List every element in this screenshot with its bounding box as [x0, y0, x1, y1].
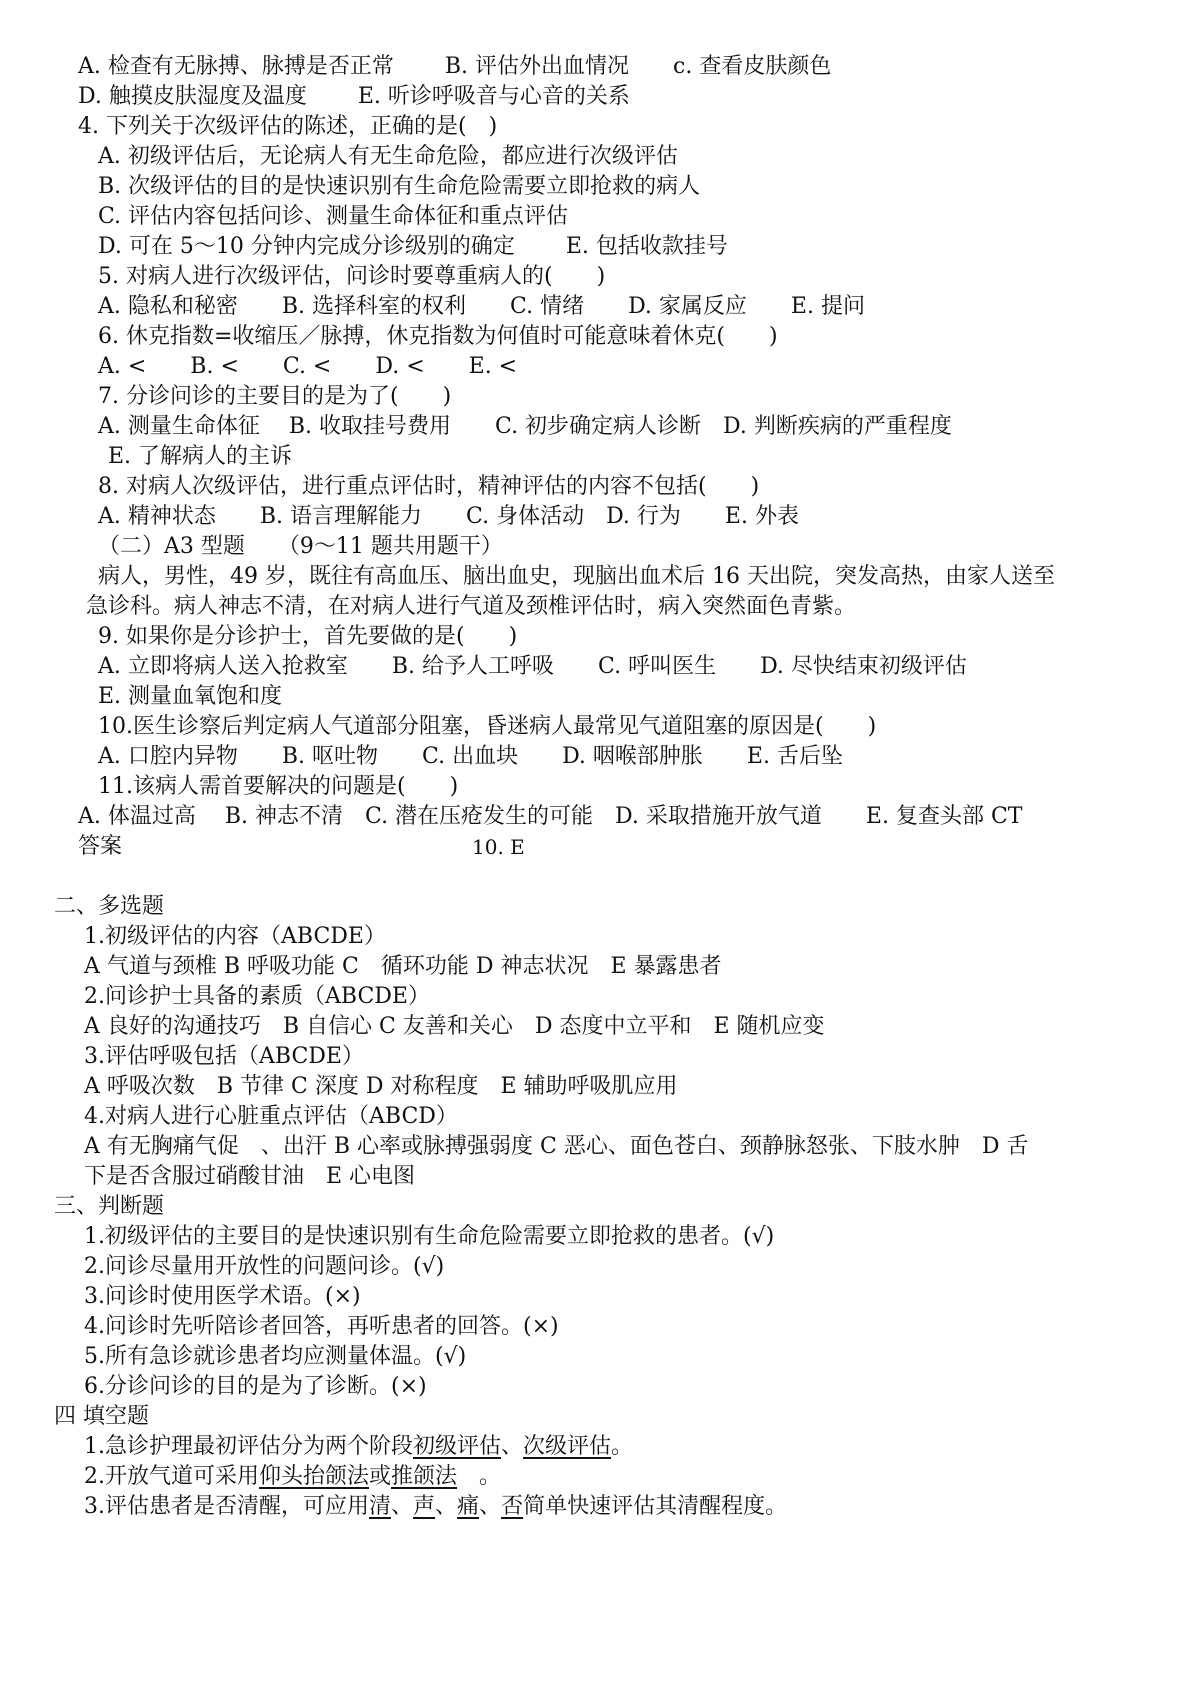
- fill-q2-end: 。: [457, 1464, 502, 1489]
- q11-options: A. 体温过高 B. 神志不清 C. 潜在压疮发生的可能 D. 采取措施开放气道 E. 复查头部 CT: [78, 804, 1023, 829]
- q10-options: A. 口腔内异物 B. 呕吐物 C. 出血块 D. 咽喉部肿胀 E. 舌后坠: [98, 744, 843, 769]
- multi-question-3: 3.评估呼吸包括（ABCDE）: [84, 1044, 364, 1069]
- q7-option-e: E. 了解病人的主诉: [108, 444, 293, 469]
- question-10: 10.医生诊察后判定病人气道部分阻塞，昏迷病人最常见气道阻塞的原因是( ): [98, 714, 877, 739]
- judgement-heading: 三、判断题: [54, 1194, 165, 1219]
- fill-q3-separator: 、: [479, 1494, 502, 1519]
- fill-q2-stem: 2.开放气道可采用: [84, 1464, 259, 1489]
- q3-options-line-2: D. 触摸皮肤湿度及温度 E. 听诊呼吸音与心音的关系: [78, 84, 630, 109]
- q4-option-c: C. 评估内容包括问诊、测量生命体征和重点评估: [98, 204, 569, 229]
- a3-stem-line-2: 急诊科。病人神志不清，在对病人进行气道及颈椎评估时，病入突然面色青紫。: [86, 594, 857, 619]
- q4-option-a: A. 初级评估后，无论病人有无生命危险，都应进行次级评估: [98, 144, 678, 169]
- answer-label: 答案: [78, 834, 123, 859]
- question-4: 4. 下列关于次级评估的陈述，正确的是( ): [78, 114, 498, 139]
- multi-question-2: 2.问诊护士具备的素质（ABCDE）: [84, 984, 430, 1009]
- question-11: 11.该病人需首要解决的问题是( ): [98, 774, 459, 799]
- fill-question-3: [84, 1492, 787, 1522]
- multi-question-4: 4.对病人进行心脏重点评估（ABCD）: [84, 1104, 458, 1129]
- question-9: 9. 如果你是分诊护士，首先要做的是( ): [98, 624, 518, 649]
- question-6: 6. 休克指数=收缩压／脉搏，休克指数为何值时可能意味着休克( ): [98, 324, 778, 349]
- q3-options-line-1: A. 检查有无脉搏、脉搏是否正常 B. 评估外出血情况 c. 查看皮肤颜色: [78, 54, 832, 79]
- fill-q3-separator: 、: [435, 1494, 458, 1519]
- judgement-item: 3.问诊时使用医学术语。(×): [84, 1284, 361, 1309]
- q9-option-e: E. 测量血氧饱和度: [98, 684, 283, 709]
- fill-q3-answer-3: 痛: [457, 1494, 480, 1519]
- q6-options: A. < B. < C. < D. < E. <: [98, 354, 518, 379]
- question-5: 5. 对病人进行次级评估，问诊时要尊重病人的( ): [98, 264, 606, 289]
- question-8: 8. 对病人次级评估，进行重点评估时，精神评估的内容不包括( ): [98, 474, 760, 499]
- multi-q1-options: A 气道与颈椎 B 呼吸功能 C 循环功能 D 神志状况 E 暴露患者: [84, 954, 722, 979]
- fill-q1-separator: 、: [501, 1434, 524, 1459]
- fill-q1-answer-2: 次级评估: [523, 1434, 612, 1459]
- fill-q1-answer-1: 初级评估: [413, 1434, 502, 1459]
- fill-blank-heading: 四 填空题: [54, 1404, 149, 1429]
- multi-q2-options: A 良好的沟通技巧 B 自信心 C 友善和关心 D 态度中立平和 E 随机应变: [84, 1014, 825, 1039]
- judgement-item: 4.问诊时先听陪诊者回答，再听患者的回答。(×): [84, 1314, 559, 1339]
- fill-q3-answer-4: 否: [501, 1494, 524, 1519]
- answer-value: 10. E: [472, 835, 525, 859]
- question-7: 7. 分诊问诊的主要目的是为了( ): [98, 384, 452, 409]
- q4-option-b: B. 次级评估的目的是快速识别有生命危险需要立即抢救的病人: [98, 174, 701, 199]
- q8-options: A. 精神状态 B. 语言理解能力 C. 身体活动 D. 行为 E. 外表: [98, 504, 799, 529]
- multi-question-1: 1.初级评估的内容（ABCDE）: [84, 924, 386, 949]
- q5-options: A. 隐私和秘密 B. 选择科室的权利 C. 情绪 D. 家属反应 E. 提问: [98, 294, 865, 319]
- fill-q1-end: 。: [611, 1434, 634, 1459]
- a3-section-heading: （二）A3 型题 （9～11 题共用题干）: [98, 534, 503, 559]
- fill-q3-separator: 、: [391, 1494, 414, 1519]
- multi-choice-heading: 二、多选题: [54, 894, 165, 919]
- multi-q3-options: A 呼吸次数 B 节律 C 深度 D 对称程度 E 辅助呼吸肌应用: [84, 1074, 678, 1099]
- q9-options: A. 立即将病人送入抢救室 B. 给予人工呼吸 C. 呼叫医生 D. 尽快结束初级评估: [98, 654, 967, 679]
- fill-q2-connector: 或: [369, 1464, 392, 1489]
- fill-q2-answer-2: 推颌法: [391, 1464, 458, 1489]
- q4-option-d-e: D. 可在 5～10 分钟内完成分诊级别的确定 E. 包括收款挂号: [98, 234, 728, 259]
- fill-q3-stem: 3.评估患者是否清醒，可应用: [84, 1494, 369, 1519]
- fill-q3-answer-1: 清: [369, 1494, 392, 1519]
- fill-q3-end: 简单快速评估其清醒程度。: [523, 1494, 788, 1519]
- multi-q4-options-line-2: 下是否含服过硝酸甘油 E 心电图: [84, 1164, 416, 1189]
- judgement-item: 5.所有急诊就诊患者均应测量体温。(√): [84, 1344, 467, 1369]
- q7-options: A. 测量生命体征 B. 收取挂号费用 C. 初步确定病人诊断 D. 判断疾病的严重程度: [98, 414, 952, 439]
- fill-q2-answer-1: 仰头抬颌法: [259, 1464, 370, 1489]
- fill-question-1: [84, 1432, 633, 1462]
- judgement-item: 1.初级评估的主要目的是快速识别有生命危险需要立即抢救的患者。(√): [84, 1224, 775, 1249]
- fill-q1-stem: 1.急诊护理最初评估分为两个阶段: [84, 1434, 413, 1459]
- judgement-item: 2.问诊尽量用开放性的问题问诊。(√): [84, 1254, 445, 1279]
- fill-question-2: [84, 1462, 501, 1492]
- fill-q3-answer-2: 声: [413, 1494, 436, 1519]
- a3-stem-line-1: 病人，男性，49 岁，既往有高血压、脑出血史，现脑出血术后 16 天出院，突发高热，由家人送至: [98, 564, 1055, 589]
- multi-q4-options-line-1: A 有无胸痛气促 、出汗 B 心率或脉搏强弱度 C 恶心、面色苍白、颈静脉怒张、下肢水肿 D 舌: [84, 1134, 1029, 1159]
- judgement-item: 6.分诊问诊的目的是为了诊断。(×): [84, 1374, 427, 1399]
